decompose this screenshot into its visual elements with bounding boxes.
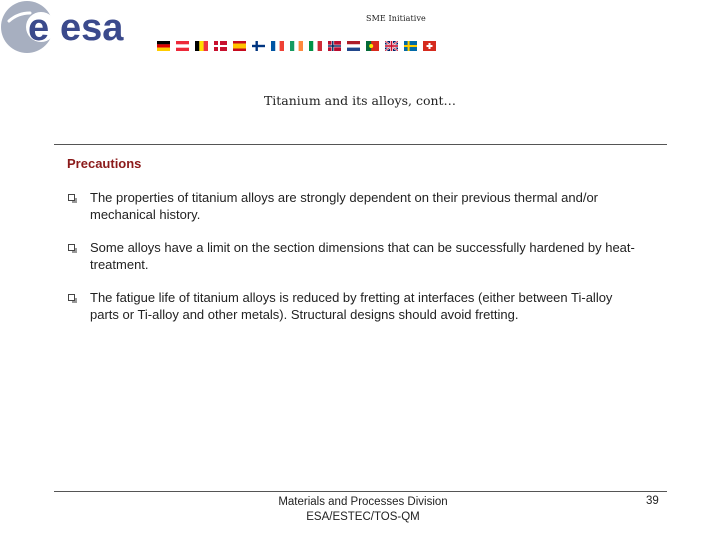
logo-e: e bbox=[28, 7, 50, 49]
austria-flag-icon bbox=[176, 41, 189, 51]
footer-division: Materials and Processes Division bbox=[278, 496, 448, 508]
bullet-item bbox=[67, 239, 637, 273]
bullet-text: The properties of titanium alloys are strongly dependent on their previous thermal and/or mechanical history. bbox=[90, 190, 599, 222]
germany-flag-icon bbox=[157, 41, 170, 51]
square-bullet-icon bbox=[68, 244, 75, 251]
footer-divider bbox=[54, 491, 667, 492]
portugal-flag-icon bbox=[366, 41, 379, 51]
uk-flag-icon bbox=[385, 41, 398, 51]
logo-text: esa bbox=[60, 7, 124, 49]
header-divider bbox=[54, 144, 667, 145]
footer-department: ESA/ESTEC/TOS-QM bbox=[306, 511, 420, 523]
page-number: 39 bbox=[646, 495, 659, 507]
france-flag-icon bbox=[271, 41, 284, 51]
netherlands-flag-icon bbox=[347, 41, 360, 51]
spain-flag-icon bbox=[233, 41, 246, 51]
switzerland-flag-icon bbox=[423, 41, 436, 51]
slide-title: Titanium and its alloys, cont… bbox=[263, 93, 457, 108]
bullet-text: The fatigue life of titanium alloys is reduced by fretting at interfaces (either between Ti-alloy parts or Ti-alloy and other metals). Structural designs should avoid fretting. bbox=[90, 290, 613, 322]
italy-flag-icon bbox=[309, 41, 322, 51]
ireland-flag-icon bbox=[290, 41, 303, 51]
bullet-text: Some alloys have a limit on the section dimensions that can be successfully hardened by heat-treatment. bbox=[90, 240, 635, 272]
section-heading: Precautions bbox=[67, 156, 142, 171]
bullet-list bbox=[67, 189, 637, 323]
sme-initiative-label: SME Initiative bbox=[366, 14, 426, 23]
bullet-item bbox=[67, 289, 637, 323]
esa-logo bbox=[0, 0, 160, 56]
square-bullet-icon bbox=[68, 294, 75, 301]
flag-strip bbox=[157, 41, 436, 51]
norway-flag-icon bbox=[328, 41, 341, 51]
denmark-flag-icon bbox=[214, 41, 227, 51]
finland-flag-icon bbox=[252, 41, 265, 51]
belgium-flag-icon bbox=[195, 41, 208, 51]
sweden-flag-icon bbox=[404, 41, 417, 51]
square-bullet-icon bbox=[68, 194, 75, 201]
footer bbox=[0, 495, 720, 525]
bullet-item bbox=[67, 189, 637, 223]
